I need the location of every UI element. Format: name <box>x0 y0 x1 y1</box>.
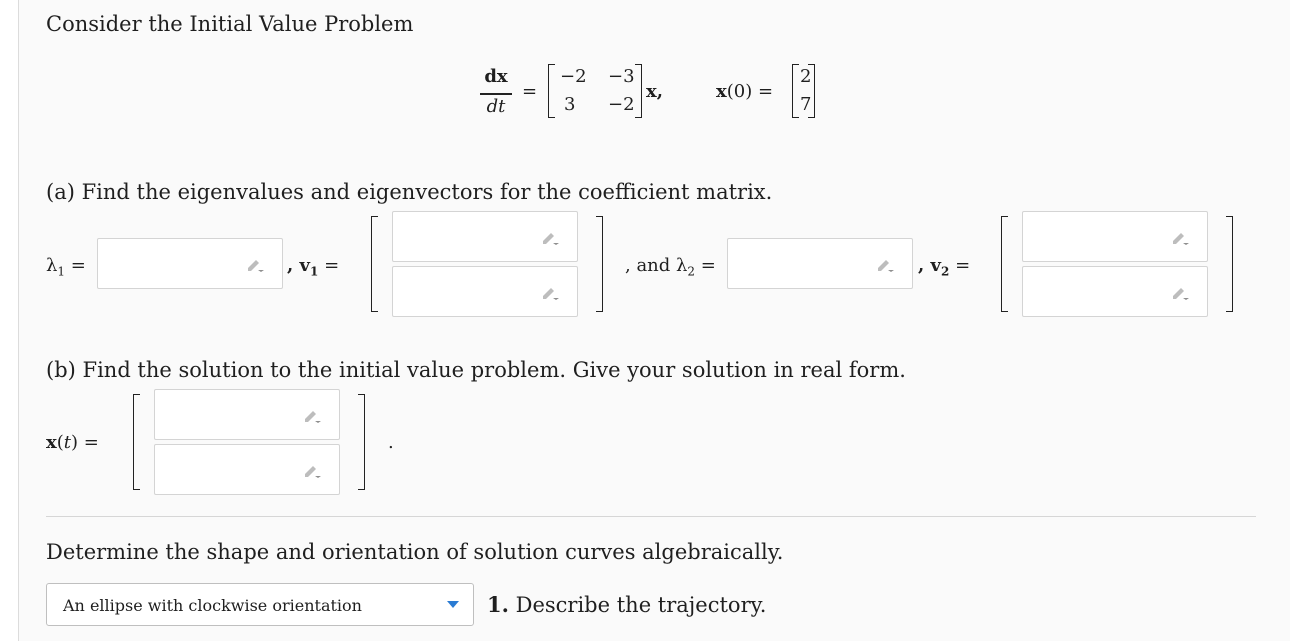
frac-numerator: dx <box>484 66 508 87</box>
pencil-dropdown-icon[interactable] <box>1171 284 1191 300</box>
v1-component-1[interactable] <box>392 211 578 262</box>
part-c-prompt: Determine the shape and orientation of solution curves algebraically. <box>46 540 784 564</box>
rhs-vector: x, <box>646 81 663 102</box>
xt-component-2[interactable] <box>154 444 340 495</box>
part-b-prompt: (b) Find the solution to the initial value problem. Give your solution in real form. <box>46 358 906 382</box>
v2-label: , $v_2$ = <box>918 255 971 279</box>
x-t-label: x(t) = <box>46 432 99 453</box>
select-value: An ellipse with clockwise orientation <box>63 596 362 615</box>
section-divider <box>46 516 1256 517</box>
matrix-a21: 3 <box>564 94 576 115</box>
lambda2-label: , and $\lambda_2$ = <box>625 255 716 279</box>
trajectory-select[interactable] <box>46 583 474 626</box>
lambda2-input[interactable] <box>727 238 913 289</box>
pencil-dropdown-icon[interactable] <box>246 256 266 272</box>
part-a-prompt: (a) Find the eigenvalues and eigenvectors for the coefficient matrix. <box>46 180 773 204</box>
ic-x1: 2 <box>800 66 812 87</box>
v1-component-2[interactable] <box>392 266 578 317</box>
lambda1-input[interactable] <box>97 238 283 289</box>
equals-sign: = <box>522 81 538 102</box>
period: . <box>388 432 394 453</box>
ic-x2: 7 <box>800 94 812 115</box>
v2-component-2[interactable] <box>1022 266 1208 317</box>
describe-label: 1. Describe the trajectory. <box>487 592 767 617</box>
matrix-a11: −2 <box>560 66 587 87</box>
v1-label: , $v_1$ = <box>287 255 340 279</box>
frac-denominator: dt <box>486 96 506 117</box>
pencil-dropdown-icon[interactable] <box>541 284 561 300</box>
problem-title: Consider the Initial Value Problem <box>46 12 414 36</box>
pencil-dropdown-icon[interactable] <box>303 407 323 423</box>
ode-equation <box>478 62 858 132</box>
lambda1-label: $\lambda_1$ = <box>46 255 86 279</box>
v2-component-1[interactable] <box>1022 211 1208 262</box>
matrix-a22: −2 <box>608 94 635 115</box>
caret-down-icon[interactable] <box>447 601 459 608</box>
describe-text: Describe the trajectory. <box>515 593 767 617</box>
pencil-dropdown-icon[interactable] <box>541 229 561 245</box>
xt-component-1[interactable] <box>154 389 340 440</box>
ic-label: x(0) = <box>716 81 774 102</box>
pencil-dropdown-icon[interactable] <box>303 462 323 478</box>
pencil-dropdown-icon[interactable] <box>876 256 896 272</box>
matrix-a12: −3 <box>608 66 635 87</box>
pencil-dropdown-icon[interactable] <box>1171 229 1191 245</box>
